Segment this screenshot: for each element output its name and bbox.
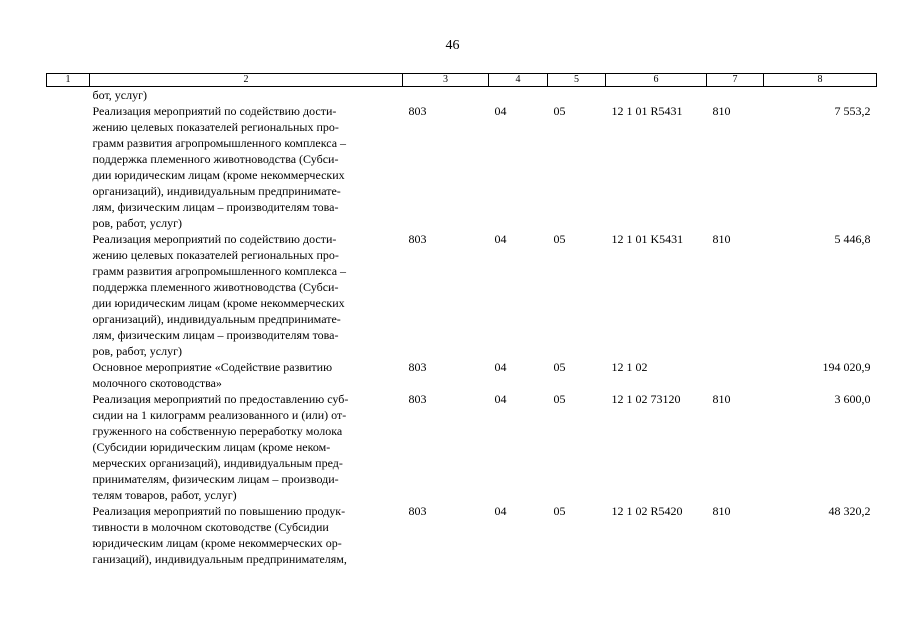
cell-target-article: 12 1 01 R5431 — [611, 104, 683, 118]
cell-expense-type: 810 — [712, 504, 731, 518]
cell-ministry-code: 803 — [408, 232, 427, 246]
cell-name — [90, 391, 403, 503]
cell-expense-type: 810 — [712, 232, 731, 246]
table-row — [47, 359, 877, 391]
row-name-text: Реализация мероприятий по повышению продук- тивности в молочном скотоводстве (Субсидии юридическим лицам (кроме некоммерческих ор- ганизаций), индивидуальным предпринимателям, — [92, 504, 347, 566]
cell-subsection: 05 — [553, 392, 566, 406]
table-row — [47, 87, 877, 104]
page-number: 46 — [445, 38, 460, 53]
cell-subsection: 05 — [553, 504, 566, 518]
cell-section: 04 — [494, 392, 507, 406]
cell-expense-type: 810 — [712, 392, 731, 406]
cell-name — [90, 231, 403, 359]
column-header-7: 7 — [707, 74, 764, 87]
row-name-text: бот, услуг) — [92, 88, 148, 102]
cell-target-article — [606, 87, 707, 104]
cell-subsection — [548, 87, 606, 104]
cell-amount: 7 553,2 — [834, 104, 871, 118]
cell-target-article: 12 1 02 — [611, 360, 648, 374]
cell-amount: 48 320,2 — [828, 504, 871, 518]
cell-section — [489, 87, 548, 104]
header-row — [47, 74, 877, 87]
table-row — [47, 103, 877, 231]
cell-target-article: 12 1 02 73120 — [611, 392, 681, 406]
cell-amount — [764, 87, 877, 104]
cell-section: 04 — [494, 104, 507, 118]
cell-amount: 194 020,9 — [822, 360, 871, 374]
column-header-8: 8 — [764, 74, 877, 87]
row-name-text: Реализация мероприятий по содействию дости- жению целевых показателей региональных про- грамм развития агропромышленного комплекса – поддержка племенного животноводства (Субси- дии юридическим лицам (кроме некоммерческих организаций), индивидуальным предпринимате- лям, физическим лицам – производителям това- ров, работ, услуг) — [92, 104, 347, 230]
column-header-4: 4 — [489, 74, 548, 87]
budget-table — [46, 73, 877, 567]
table-row — [47, 503, 877, 567]
cell-index — [47, 359, 90, 391]
column-header-6: 6 — [606, 74, 707, 87]
cell-ministry-code: 803 — [408, 360, 427, 374]
cell-section: 04 — [494, 232, 507, 246]
cell-ministry-code: 803 — [408, 104, 427, 118]
cell-subsection: 05 — [553, 360, 566, 374]
cell-target-article: 12 1 02 R5420 — [611, 504, 683, 518]
cell-index — [47, 503, 90, 567]
cell-ministry-code — [403, 87, 489, 104]
cell-name — [90, 87, 403, 104]
table-row — [47, 391, 877, 503]
cell-index — [47, 231, 90, 359]
cell-section: 04 — [494, 504, 507, 518]
cell-index — [47, 391, 90, 503]
cell-name — [90, 503, 403, 567]
cell-name — [90, 359, 403, 391]
column-header-3: 3 — [403, 74, 489, 87]
cell-expense-type: 810 — [712, 104, 731, 118]
column-header-1: 1 — [47, 74, 90, 87]
cell-index — [47, 87, 90, 104]
row-name-text: Основное мероприятие «Содействие развитию молочного скотоводства» — [92, 360, 333, 390]
cell-amount: 5 446,8 — [834, 232, 871, 246]
column-header-5: 5 — [548, 74, 606, 87]
cell-subsection: 05 — [553, 232, 566, 246]
cell-target-article: 12 1 01 K5431 — [611, 232, 684, 246]
column-number-header — [47, 74, 877, 87]
table-row — [47, 231, 877, 359]
cell-amount: 3 600,0 — [834, 392, 871, 406]
cell-subsection: 05 — [553, 104, 566, 118]
row-name-text: Реализация мероприятий по содействию дости- жению целевых показателей региональных про- грамм развития агропромышленного комплекса – поддержка племенного животноводства (Субси- дии юридическим лицам (кроме некоммерческих организаций), индивидуальным предпринимате- лям, физическим лицам – производителям това- ров, работ, услуг) — [92, 232, 347, 358]
cell-section: 04 — [494, 360, 507, 374]
cell-index — [47, 103, 90, 231]
cell-name — [90, 103, 403, 231]
row-name-text: Реализация мероприятий по предоставлению суб- сидии на 1 килограмм реализованного и (или) от- груженного на собственную переработку молока (Субсидии юридическим лицам (кроме неком- мерческих организаций), индивидуальным пред- принимателям, физическим лицам – производи- телям товаров, работ, услуг) — [92, 392, 349, 502]
cell-expense-type — [707, 87, 764, 104]
column-header-2: 2 — [90, 74, 403, 87]
cell-ministry-code: 803 — [408, 392, 427, 406]
cell-expense-type — [707, 359, 764, 391]
cell-ministry-code: 803 — [408, 504, 427, 518]
